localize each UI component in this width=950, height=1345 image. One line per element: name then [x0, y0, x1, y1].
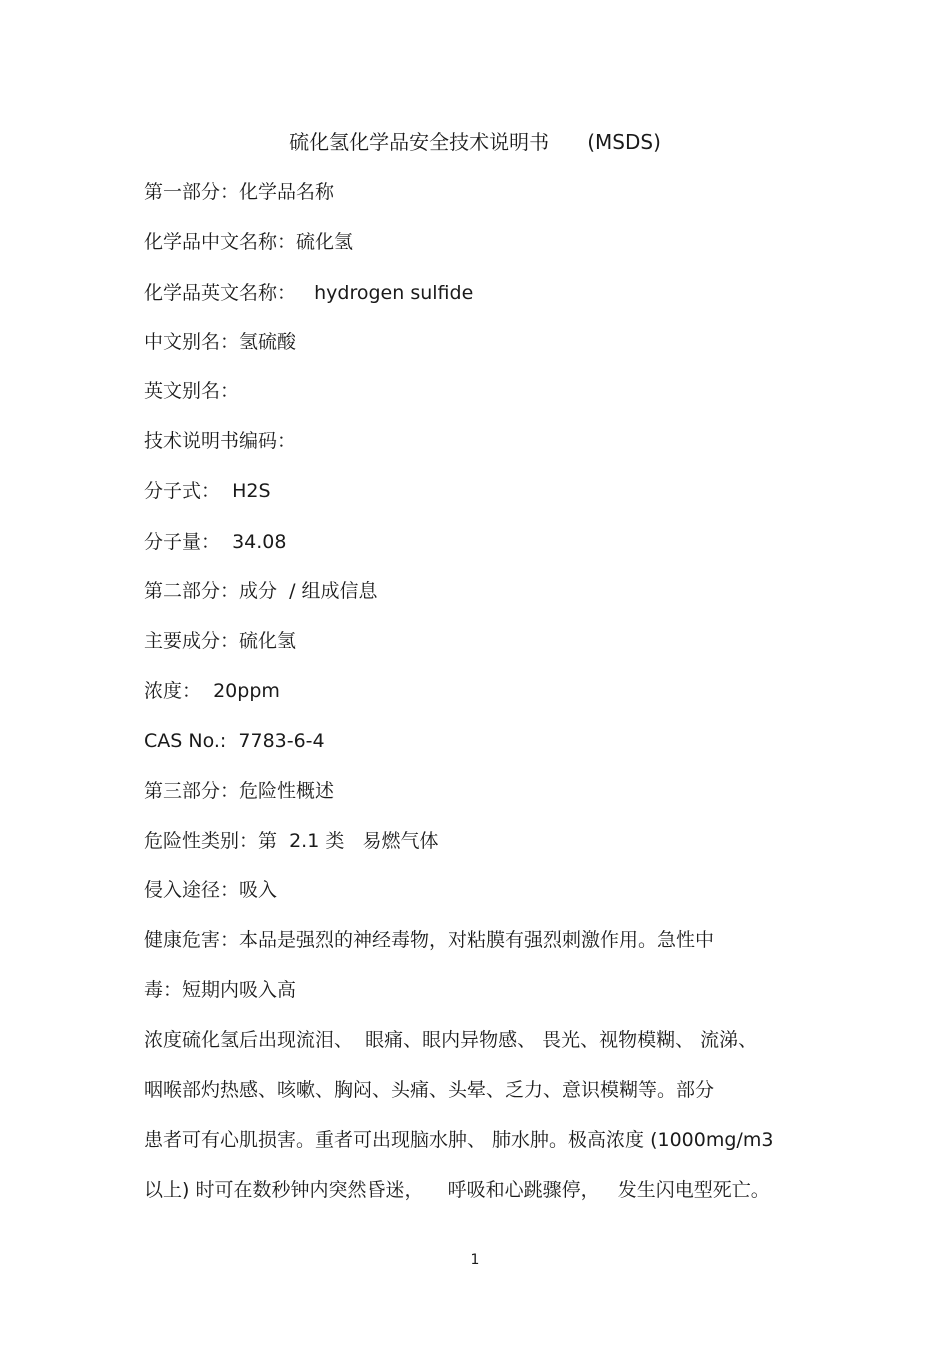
hazard-class-line: 危险性类别：第 2.1 类 易燃气体 — [144, 830, 439, 852]
chinese-alias-line: 中文别名：氢硫酸 — [144, 331, 297, 353]
formula-line: 分子式： H2S — [144, 480, 271, 502]
section-3-heading: 第三部分：危险性概述 — [144, 780, 335, 802]
spec-code-line: 技术说明书编码： — [144, 430, 297, 452]
chinese-name-line: 化学品中文名称：硫化氢 — [144, 231, 354, 253]
cas-number-line: CAS No.: 7783-6-4 — [144, 730, 325, 752]
section-2-heading: 第二部分：成分 / 组成信息 — [144, 580, 378, 602]
page-number: 1 — [470, 1252, 480, 1268]
english-alias-line: 英文别名： — [144, 380, 240, 402]
health-hazard-line: 咽喉部灼热感、咳嗽、胸闷、头痛、头晕、乏力、意识模糊等。部分 — [144, 1079, 715, 1101]
english-name-line: 化学品英文名称： hydrogen sulfide — [144, 282, 474, 304]
concentration-line: 浓度： 20ppm — [144, 680, 280, 702]
health-hazard-line: 毒：短期内吸入高 — [144, 979, 297, 1001]
document-title: 硫化氢化学品安全技术说明书 (MSDS) — [289, 130, 661, 154]
health-hazard-line: 浓度硫化氢后出现流泪、 眼痛、眼内异物感、 畏光、视物模糊、 流涕、 — [144, 1029, 758, 1051]
health-hazard-line: 以上) 时可在数秒钟内突然昏迷， 呼吸和心跳骤停， 发生闪电型死亡。 — [144, 1179, 770, 1201]
health-hazard-line: 健康危害：本品是强烈的神经毒物，对粘膜有强烈刺激作用。急性中 — [144, 929, 715, 951]
health-hazard-line: 患者可有心肌损害。重者可出现脑水肿、 肺水肿。极高浓度 (1000mg/m3 — [144, 1129, 774, 1151]
molecular-weight-line: 分子量： 34.08 — [144, 531, 287, 553]
main-component-line: 主要成分：硫化氢 — [144, 630, 297, 652]
exposure-route-line: 侵入途径：吸入 — [144, 879, 278, 901]
section-1-heading: 第一部分：化学品名称 — [144, 181, 335, 203]
